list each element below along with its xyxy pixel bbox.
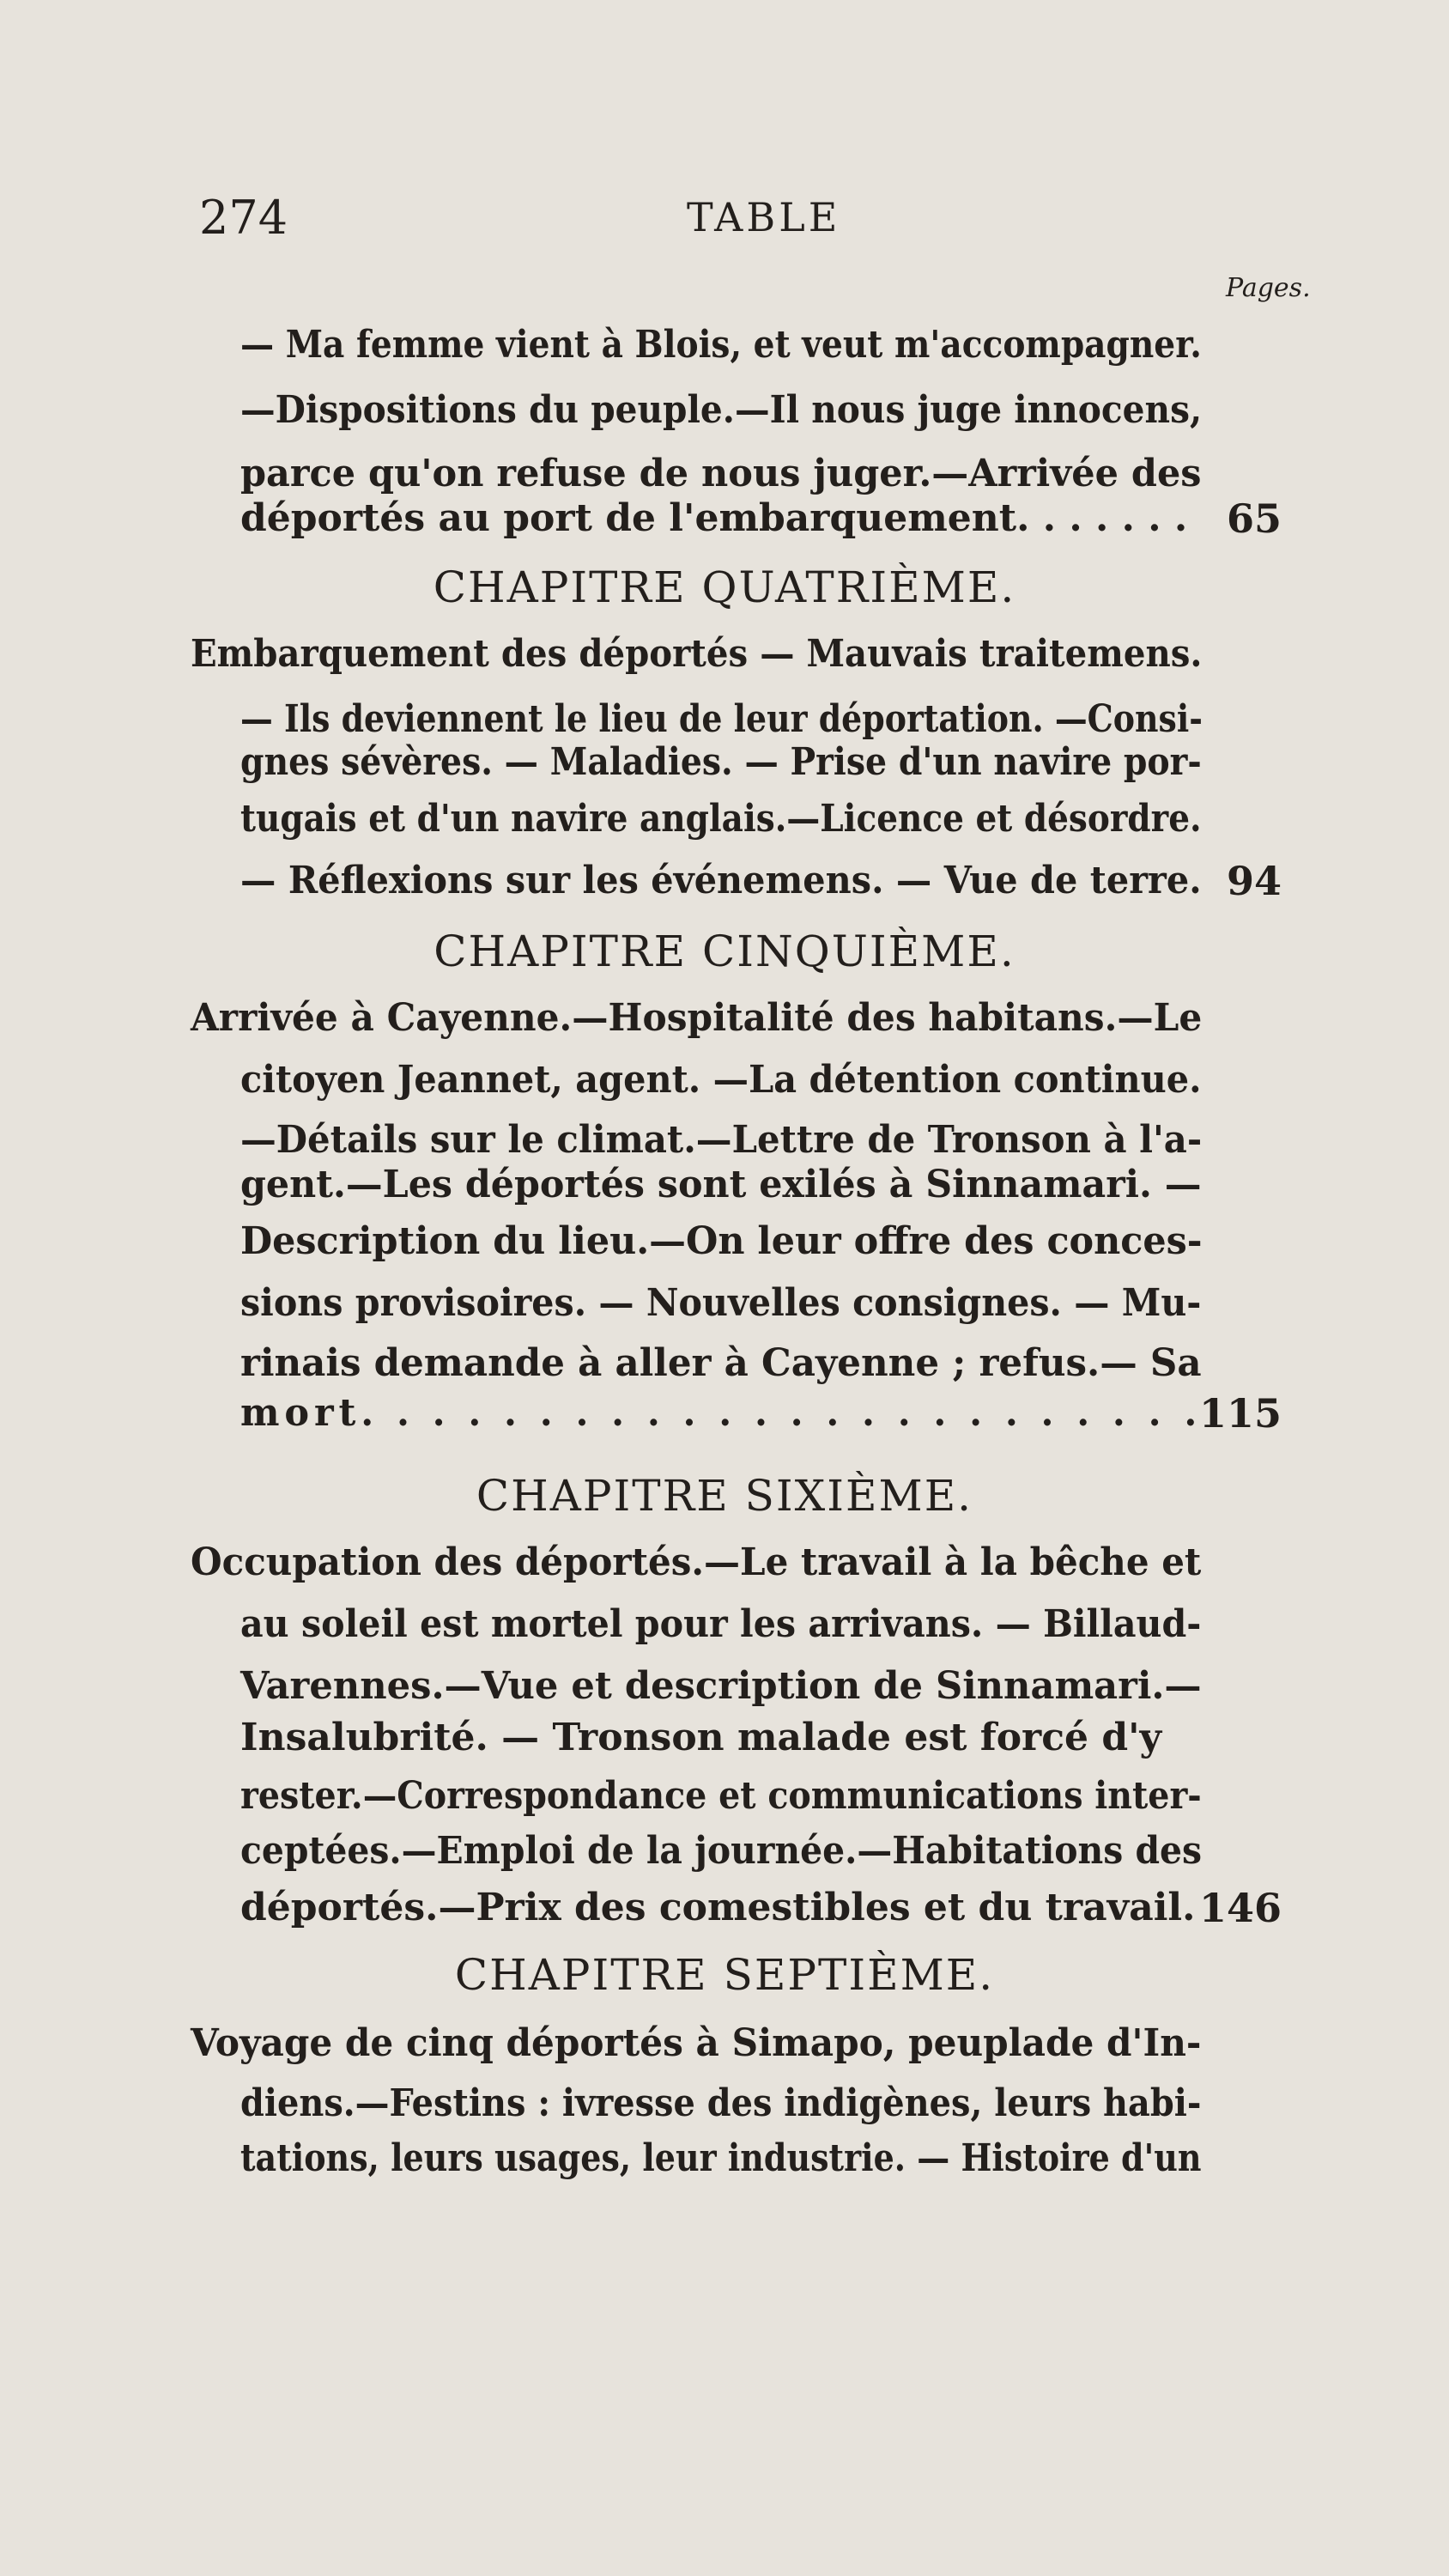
chapter-heading: CHAPITRE QUATRIÈME. bbox=[433, 562, 1016, 612]
toc-line: rester.—Correspondance et communications inter- bbox=[240, 1774, 1202, 1818]
page-number: 274 bbox=[199, 191, 288, 245]
toc-page-number: 65 bbox=[1226, 495, 1282, 542]
toc-line: tations, leurs usages, leur industrie. — Histoire d'un bbox=[240, 2136, 1202, 2180]
toc-line: déportés au port de l'embarquement. . . . . . . bbox=[240, 496, 1188, 540]
toc-line: Voyage de cinq déportés à Simapo, peuplade d'In- bbox=[191, 2021, 1202, 2065]
toc-line: mort. . . . . . . . . . . . . . . . . . . . . . . . bbox=[240, 1391, 1203, 1435]
toc-line: rinais demande à aller à Cayenne ; refus.— Sa bbox=[240, 1341, 1202, 1385]
toc-line: tugais et d'un navire anglais.—Licence et désordre. bbox=[240, 797, 1202, 841]
toc-line: — Ils deviennent le lieu de leur déportation. —Consi- bbox=[240, 697, 1203, 741]
pages-column-label: Pages. bbox=[1226, 273, 1311, 303]
toc-line: déportés.—Prix des comestibles et du travail. bbox=[240, 1886, 1196, 1929]
chapter-heading: CHAPITRE SEPTIÈME. bbox=[454, 1950, 995, 2000]
toc-line: —Détails sur le climat.—Lettre de Tronson à l'a- bbox=[240, 1118, 1203, 1162]
toc-line: Embarquement des déportés — Mauvais traitemens. bbox=[191, 632, 1203, 676]
toc-line: Occupation des déportés.—Le travail à la bêche et bbox=[191, 1540, 1202, 1584]
toc-line: Description du lieu.—On leur offre des conces- bbox=[240, 1219, 1203, 1263]
toc-page-number: 94 bbox=[1226, 858, 1282, 904]
running-head: TABLE bbox=[687, 194, 841, 240]
toc-line: —Dispositions du peuple.—Il nous juge innocens, bbox=[240, 388, 1203, 432]
toc-line: gnes sévères. — Maladies. — Prise d'un navire por- bbox=[240, 740, 1202, 784]
toc-page-number: 115 bbox=[1198, 1390, 1282, 1437]
toc-line: citoyen Jeannet, agent. —La détention continue. bbox=[240, 1058, 1202, 1102]
toc-page-number: 146 bbox=[1198, 1885, 1282, 1931]
toc-line: gent.—Les déportés sont exilés à Sinnamari. — bbox=[240, 1163, 1202, 1206]
toc-line: Varennes.—Vue et description de Sinnamari.— bbox=[240, 1664, 1202, 1708]
toc-line: diens.—Festins : ivresse des indigènes, leurs habi- bbox=[240, 2081, 1202, 2125]
toc-line: Insalubrité. — Tronson malade est forcé d'y bbox=[240, 1716, 1162, 1759]
toc-line: — Ma femme vient à Blois, et veut m'accompagner. bbox=[240, 323, 1202, 367]
chapter-heading: CHAPITRE CINQUIÈME. bbox=[433, 927, 1016, 976]
chapter-heading: CHAPITRE SIXIÈME. bbox=[476, 1471, 973, 1521]
toc-line: — Réflexions sur les événemens. — Vue de terre. bbox=[240, 859, 1202, 902]
toc-line: Arrivée à Cayenne.—Hospitalité des habitans.—Le bbox=[191, 996, 1203, 1040]
toc-line: parce qu'on refuse de nous juger.—Arrivée des bbox=[240, 452, 1202, 495]
toc-line: ceptées.—Emploi de la journée.—Habitations des bbox=[240, 1829, 1203, 1873]
toc-line: sions provisoires. — Nouvelles consignes. — Mu- bbox=[240, 1281, 1202, 1325]
toc-line: au soleil est mortel pour les arrivans. — Billaud- bbox=[240, 1602, 1202, 1646]
